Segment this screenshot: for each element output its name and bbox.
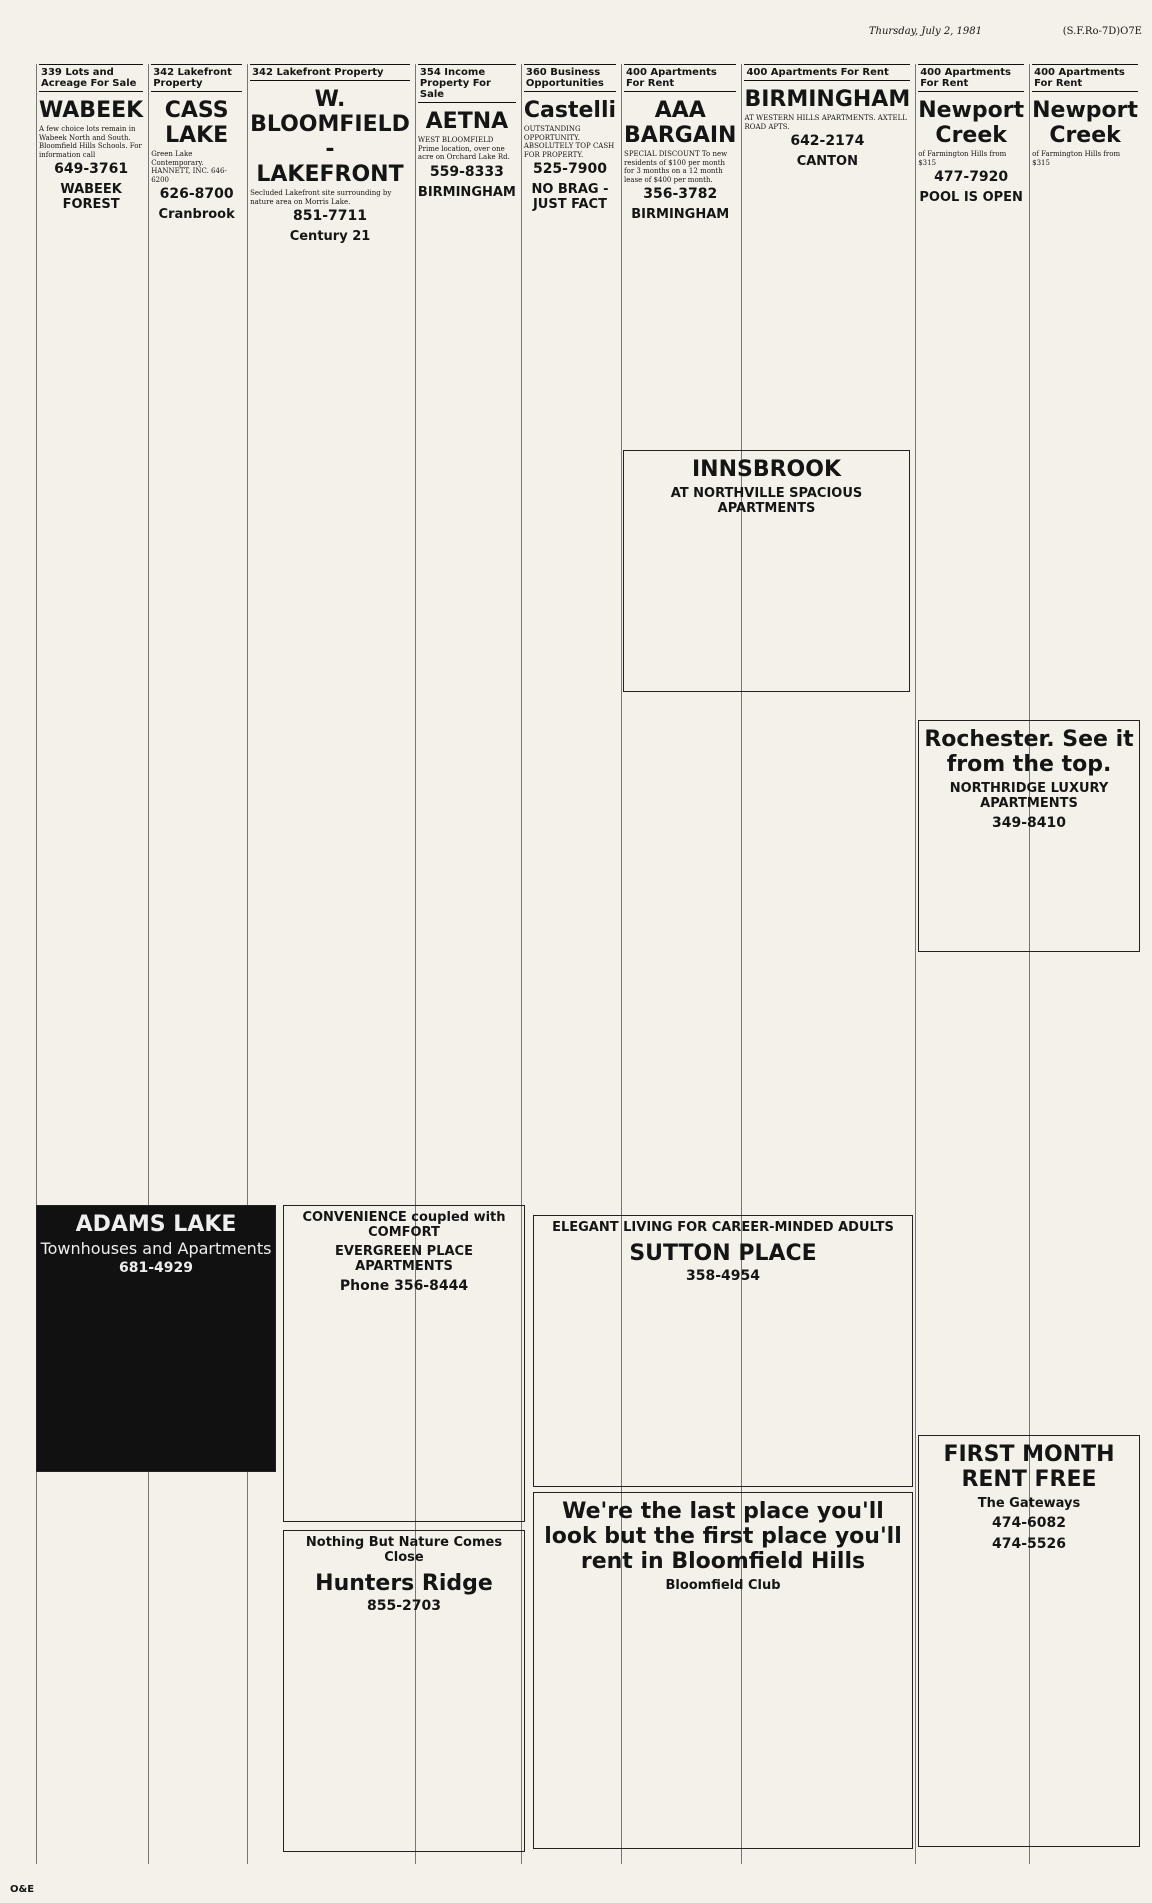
ad-headline: Newport Creek <box>918 98 1025 148</box>
ad-title: We're the last place you'll look but the first place you'll rent in Bloomfield Hills <box>544 1499 902 1574</box>
ad-text: Green Lake Contemporary. HANNETT, INC. 646-6200 <box>151 150 227 184</box>
ad-phone: 474-6082 <box>992 1515 1066 1531</box>
section-heading: 354 Income Property For Sale <box>418 64 516 103</box>
innsbrook-ad <box>623 450 910 692</box>
ad-text: NORTHRIDGE LUXURY APARTMENTS <box>949 781 1109 811</box>
ad-text: AT WESTERN HILLS APARTMENTS. AXTELL ROAD APTS. <box>744 114 907 131</box>
issue-date: Thursday, July 2, 1981 <box>868 26 982 37</box>
ad-phone: 474-5526 <box>992 1536 1066 1552</box>
ad-text: Secluded Lakefront site surrounding by nature area on Morris Lake. <box>250 189 392 206</box>
ad-subheadline: POOL IS OPEN <box>919 190 1023 206</box>
adams-lake-ad <box>36 1205 276 1472</box>
ad-text: The Gateways <box>977 1496 1081 1511</box>
ad-text: Bloomfield Club <box>665 1578 781 1593</box>
edition-code: (S.F.Ro-7D)O7E <box>1062 26 1142 37</box>
ad-headline: BIRMINGHAM <box>744 87 911 112</box>
ad-phone: 477-7920 <box>934 169 1009 186</box>
ad-text: EVERGREEN PLACE APARTMENTS <box>335 1244 473 1274</box>
section-heading: 400 Apartments For Rent <box>744 64 910 81</box>
ad-phone: 356-3782 <box>643 186 718 203</box>
evergreen-place-ad <box>283 1205 525 1522</box>
ad-phone: 559-8333 <box>429 163 504 180</box>
ad-text: SUTTON PLACE <box>629 1241 817 1266</box>
ad-headline: W. BLOOMFIELD - LAKEFRONT <box>250 87 410 187</box>
ad-phone: Phone 356-8444 <box>339 1278 469 1294</box>
ad-text: AT NORTHVILLE SPACIOUS APARTMENTS <box>670 486 863 516</box>
section-heading: 400 Apartments For Rent <box>1032 64 1138 92</box>
page-header <box>0 0 1152 36</box>
ad-headline: CASS LAKE <box>164 98 229 148</box>
classified-column <box>36 64 145 1864</box>
ad-text: SPECIAL DISCOUNT To new residents of $100 per month for 3 months on a 12 month lease of $400 per month. <box>624 150 728 184</box>
ad-title: ADAMS LAKE <box>75 1212 237 1237</box>
ad-phone: 626-8700 <box>159 186 234 203</box>
ad-text: of Farmington Hills from $315 <box>918 150 1007 167</box>
ad-subheadline: WABEEK FOREST <box>60 182 122 213</box>
ad-phone: 681-4929 <box>119 1260 193 1276</box>
ad-headline: Castelli <box>523 98 617 123</box>
ad-title: Rochester. See it from the top. <box>924 727 1134 777</box>
ad-headline: AETNA <box>425 109 509 134</box>
section-heading: 360 Business Opportunities <box>524 64 616 92</box>
ad-subheadline: BIRMINGHAM <box>417 184 516 200</box>
ad-subheadline: BIRMINGHAM <box>631 207 730 223</box>
rochester-ad <box>918 720 1140 952</box>
ad-title: ELEGANT LIVING FOR CAREER-MINDED ADULTS <box>552 1220 894 1235</box>
ad-headline: AAA BARGAIN <box>624 98 737 148</box>
ad-title: FIRST MONTH RENT FREE <box>943 1442 1115 1492</box>
ad-text: WEST BLOOMFIELD Prime location, over one acre on Orchard Lake Rd. <box>417 136 510 162</box>
ad-title: INNSBROOK <box>691 457 841 482</box>
gateways-ad <box>918 1435 1140 1847</box>
ad-headline: Newport Creek <box>1032 98 1138 148</box>
sutton-place-ad <box>533 1215 913 1487</box>
ad-subheadline: Cranbrook <box>158 207 235 223</box>
ad-phone: 642-2174 <box>790 133 865 150</box>
ad-text: A few choice lots remain in Wabeek North and South. Bloomfield Hills Schools. For information call <box>39 125 142 159</box>
ad-phone: 358-4954 <box>686 1268 760 1284</box>
ad-subheadline: NO BRAG - JUST FACT <box>531 182 609 213</box>
ad-text: Townhouses and Apartments <box>40 1239 272 1258</box>
ad-phone: 649-3761 <box>54 161 129 178</box>
section-heading: 400 Apartments For Rent <box>624 64 736 92</box>
ad-title: CONVENIENCE coupled with COMFORT <box>302 1210 506 1240</box>
ad-phone: 855-2703 <box>367 1598 441 1614</box>
section-heading: 342 Lakefront Property <box>151 64 242 92</box>
ad-phone: 851-7711 <box>293 208 367 225</box>
classified-column <box>148 64 244 1864</box>
section-heading: 342 Lakefront Property <box>250 64 410 81</box>
ad-text: Hunters Ridge <box>315 1571 493 1596</box>
ad-phone: 525-7900 <box>532 161 607 178</box>
section-heading: 339 Lots and Acreage For Sale <box>39 64 143 92</box>
footer-mark: O&E <box>10 1884 35 1895</box>
bloomfield-club-ad <box>533 1492 913 1849</box>
hunters-ridge-ad <box>283 1530 525 1852</box>
section-heading: 400 Apartments For Rent <box>918 64 1024 92</box>
ad-text: of Farmington Hills from $315 <box>1032 150 1121 167</box>
ad-title: Nothing But Nature Comes Close <box>305 1535 503 1565</box>
ad-headline: WABEEK <box>39 98 144 123</box>
ad-subheadline: Century 21 <box>289 229 371 245</box>
ad-phone: 349-8410 <box>992 815 1066 831</box>
ad-text: OUTSTANDING OPPORTUNITY. ABSOLUTELY TOP CASH FOR PROPERTY. <box>523 125 615 159</box>
ad-subheadline: CANTON <box>796 154 858 170</box>
